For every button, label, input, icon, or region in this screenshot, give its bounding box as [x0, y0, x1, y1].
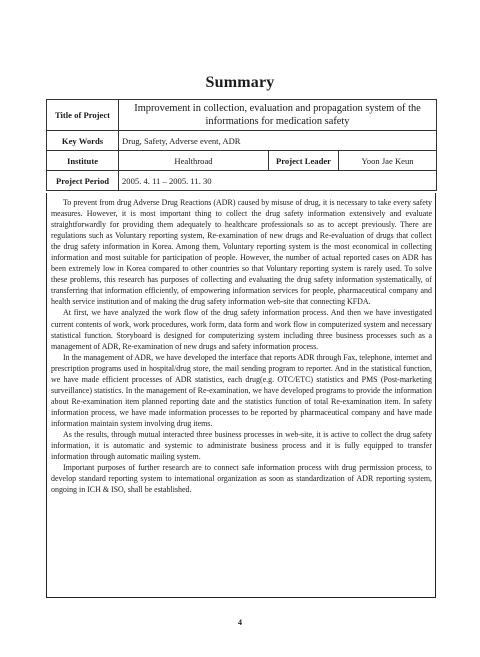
- keywords-label: Key Words: [47, 131, 119, 151]
- page-title: Summary: [205, 74, 275, 91]
- institute-label: Institute: [47, 151, 119, 171]
- institute-value: Healthroad: [119, 151, 269, 171]
- keywords-value: Drug, Safety, Adverse event, ADR: [119, 131, 437, 151]
- table-row-title: [47, 100, 437, 131]
- title-label: Title of Project: [47, 100, 119, 131]
- leader-value: Yoon Jae Keun: [339, 151, 437, 171]
- table-row-keywords: [47, 131, 437, 151]
- paragraph-intro: To prevent from drug Adverse Drug Reactions (ADR) caused by misuse of drug, it is necessary to take every safety measures. However, it is most important thing to collect the drug safety information extensively and evaluate straightforwardly for providing them adequately to healthcare professionals so as to accept previously. There are regulations such as Voluntary reporting system, Re-examination of new drugs and Re-evaluation of drugs that collect the drug safety information in Korea. Among them, Voluntary reporting system is the most economical in collecting information and most suitable for participation of people. However, the number of actual reported cases on ADR has been extremely low in Korea compared to other countries so that Voluntary reporting system is rarely used. To solve these problems, this research has purposes of collecting and evaluating the drug safety information systematically, of transferring that information efficiently, of empowering information services for people, pharmaceutical company and health service institution and of making the drug safety information web-site that connecting KFDA.: [51, 198, 432, 307]
- table-row-institute: [47, 151, 437, 171]
- summary-table: [46, 99, 437, 191]
- summary-body: [46, 193, 436, 598]
- period-label: Project Period: [47, 171, 119, 191]
- paragraph-further-research: Important purposes of further research are to connect safe information process with drug permission process, to develop standard reporting system to international organization as soon as standardization of ADR reporting system, ongoing in ICH & ISO, shall be established.: [51, 463, 432, 495]
- project-title: Improvement in collection, evaluation and propagation system of the informations for medication safety: [119, 100, 437, 131]
- table-row-period: [47, 171, 437, 191]
- paragraph-analysis: At first, we have analyzed the work flow of the drug safety information process. And then we have investigated current contents of work, work procedures, work form, data form and work flow in computerized system and necessary statistical function. Storyboard is designed for computerizing system including three business processes such as a management of ADR, Re-examination of new drugs and safety information process.: [51, 308, 432, 351]
- page-number: 4: [238, 618, 242, 627]
- paragraph-results: As the results, through mutual interacted three business processes in web-site, it is active to collect the drug safety information, it is automatic and systemic to administrate business process and it is fully equipped to transfer information through automatic mailing system.: [51, 429, 432, 462]
- leader-label: Project Leader: [269, 151, 339, 171]
- period-value: 2005. 4. 11 – 2005. 11. 30: [119, 171, 437, 191]
- paragraph-adr-management: In the management of ADR, we have developed the interface that reports ADR through Fax, telephone, internet and prescription programs used in hospital/drug store, the mail sending program to reporter. And in the statistical function, we have made efficient processes of ADR statistics, each drug(e.g. OTC/ETC) statistics and PMS (Post-marketing surveillance) statistics. In the management of Re-examination, we have developed programs to provide the information about Re-examination item planned reporting date and the statistics function of total Re-examination item. In safety information process, we have made information processes to be reported by pharmaceutical company and have made information maintain system involving drug items.: [51, 352, 432, 428]
